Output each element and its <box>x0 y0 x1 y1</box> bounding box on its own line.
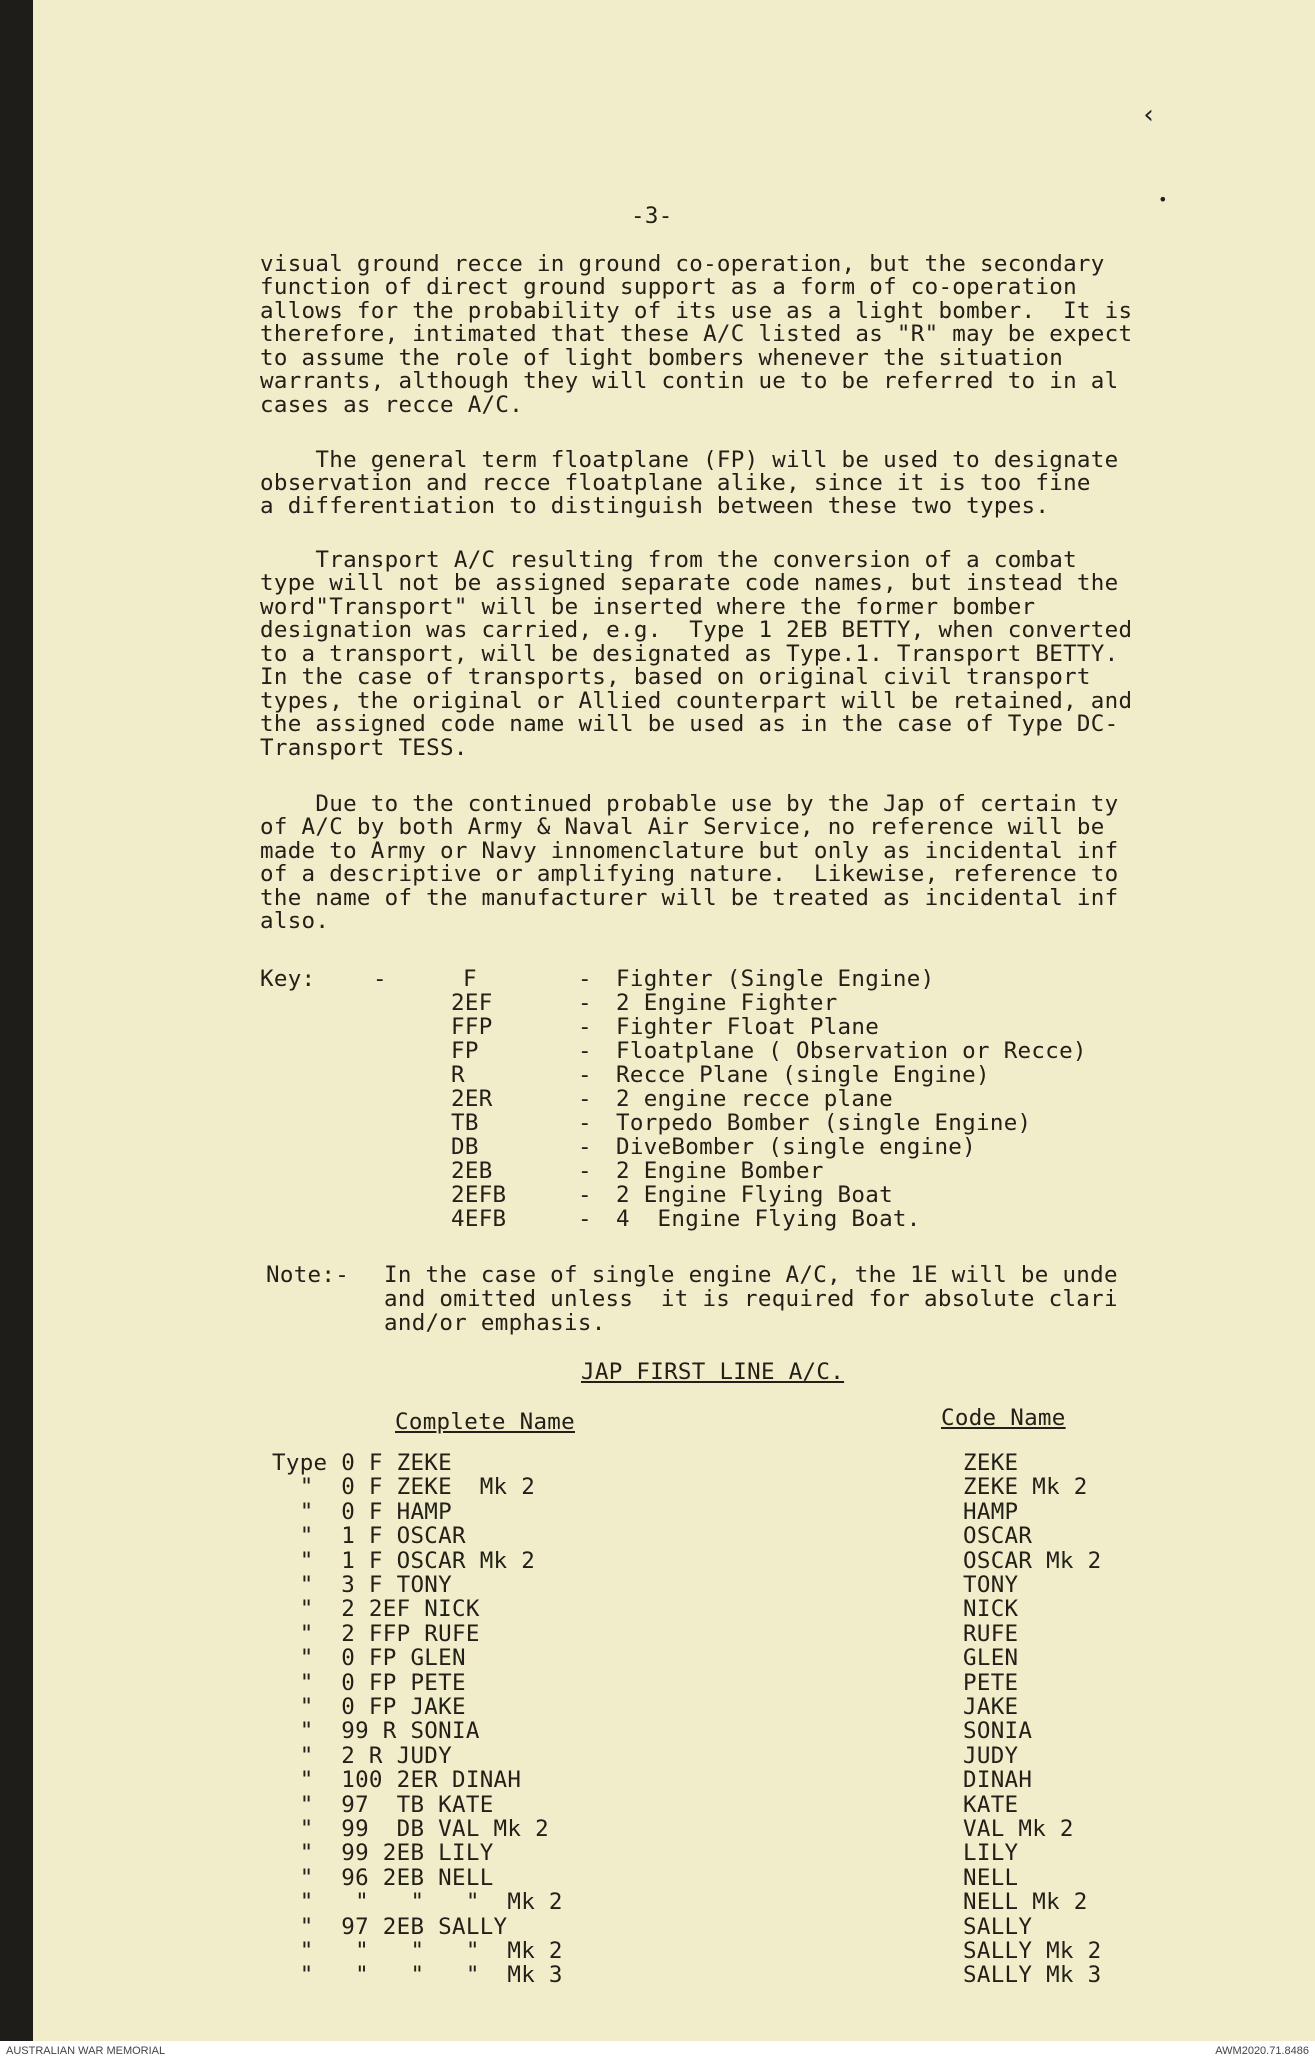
text-line: the assigned code name will be used as in the case of Type DC- <box>260 711 1119 737</box>
text-line: to assume the role of light bombers whenever the situation <box>260 345 1064 371</box>
key-code: R <box>451 1062 465 1088</box>
key-desc: DiveBomber (single engine) <box>616 1134 976 1160</box>
code-name-cell: ZEKE Mk 2 <box>963 1474 1088 1500</box>
key-label: Key: <box>260 966 316 992</box>
text-line: In the case of transports, based on original civil transport <box>260 664 1091 690</box>
complete-name-cell: " 3 F TONY <box>272 1572 452 1598</box>
complete-name-cell: " 2 FFP RUFE <box>272 1621 480 1647</box>
text-line: Transport A/C resulting from the conversion of a combat <box>260 547 1077 573</box>
table-title: JAP FIRST LINE A/C. <box>581 1359 845 1385</box>
key-code: FP <box>451 1038 479 1064</box>
key-desc: 2 Engine Bomber <box>616 1158 824 1184</box>
complete-name-cell: " 99 2EB LILY <box>272 1840 494 1866</box>
text-line: Transport TESS. <box>260 735 468 761</box>
key-code: 2EFB <box>451 1182 507 1208</box>
key-label-dash: - <box>373 966 387 992</box>
key-desc: 2 Engine Fighter <box>616 990 838 1016</box>
code-name-cell: KATE <box>963 1792 1019 1818</box>
key-code: 4EFB <box>451 1206 507 1232</box>
text-line: the name of the manufacturer will be treated as incidental inf <box>260 885 1119 911</box>
complete-name-cell: " 99 R SONIA <box>272 1718 480 1744</box>
text-line: The general term floatplane (FP) will be used to designate <box>260 447 1119 473</box>
key-dash: - <box>578 1062 592 1088</box>
complete-name-cell: " 96 2EB NELL <box>272 1865 494 1891</box>
text-line: type will not be assigned separate code names, but instead the <box>260 570 1119 596</box>
document-page <box>33 0 1315 2041</box>
key-dash: - <box>578 1038 592 1064</box>
key-desc: 2 engine recce plane <box>616 1086 893 1112</box>
note-line: and/or emphasis. <box>384 1310 606 1336</box>
key-desc: 2 Engine Flying Boat <box>616 1182 893 1208</box>
code-name-cell: LILY <box>963 1840 1019 1866</box>
text-line: also. <box>260 908 330 934</box>
text-line: designation was carried, e.g. Type 1 2EB BETTY, when converted <box>260 617 1133 643</box>
column-header-code-name: Code Name <box>941 1405 1066 1431</box>
key-desc: Recce Plane (single Engine) <box>616 1062 990 1088</box>
key-desc: Fighter Float Plane <box>616 1014 880 1040</box>
code-name-cell: JUDY <box>963 1743 1019 1769</box>
code-name-cell: SALLY <box>963 1914 1033 1940</box>
code-name-cell: OSCAR <box>963 1523 1033 1549</box>
complete-name-cell: " 0 FP GLEN <box>272 1645 466 1671</box>
archive-footer <box>0 2041 1315 2061</box>
key-dash: - <box>578 1158 592 1184</box>
complete-name-cell: " 2 2EF NICK <box>272 1596 480 1622</box>
code-name-cell: GLEN <box>963 1645 1019 1671</box>
complete-name-cell: " 0 FP PETE <box>272 1670 466 1696</box>
code-name-cell: HAMP <box>963 1499 1019 1525</box>
code-name-cell: OSCAR Mk 2 <box>963 1548 1102 1574</box>
text-line: visual ground recce in ground co-operation, but the secondary <box>260 251 1105 277</box>
code-name-cell: JAKE <box>963 1694 1019 1720</box>
text-line: function of direct ground support as a form of co-operation <box>260 274 1077 300</box>
code-name-cell: DINAH <box>963 1767 1033 1793</box>
complete-name-cell: Type 0 F ZEKE <box>272 1450 452 1476</box>
key-dash: - <box>578 1134 592 1160</box>
complete-name-cell: " 1 F OSCAR <box>272 1523 466 1549</box>
complete-name-cell: " 0 FP JAKE <box>272 1694 466 1720</box>
note-label: Note:- <box>266 1262 350 1288</box>
page-number: -3- <box>631 203 673 229</box>
text-line: Due to the continued probable use by the Jap of certain ty <box>260 791 1119 817</box>
complete-name-cell: " 0 F HAMP <box>272 1499 452 1525</box>
code-name-cell: NICK <box>963 1596 1019 1622</box>
complete-name-cell: " 99 DB VAL Mk 2 <box>272 1816 549 1842</box>
footer-reference: AWM2020.71.8486 <box>1215 2045 1309 2057</box>
key-dash: - <box>578 1014 592 1040</box>
column-header-complete-name: Complete Name <box>395 1409 575 1435</box>
text-line: observation and recce floatplane alike, since it is too fine <box>260 470 1091 496</box>
complete-name-cell: " 97 TB KATE <box>272 1792 494 1818</box>
text-line: therefore, intimated that these A/C listed as "R" may be expect <box>260 321 1133 347</box>
complete-name-cell: " 1 F OSCAR Mk 2 <box>272 1548 536 1574</box>
complete-name-cell: " " " " Mk 2 <box>272 1889 563 1915</box>
text-line: allows for the probability of its use as a light bomber. It is <box>260 298 1133 324</box>
text-line: cases as recce A/C. <box>260 392 524 418</box>
footer-source: AUSTRALIAN WAR MEMORIAL <box>6 2045 166 2057</box>
complete-name-cell: " 0 F ZEKE Mk 2 <box>272 1474 536 1500</box>
key-code: FFP <box>451 1014 493 1040</box>
code-name-cell: RUFE <box>963 1621 1019 1647</box>
key-desc: Torpedo Bomber (single Engine) <box>616 1110 1032 1136</box>
complete-name-cell: " " " " Mk 2 <box>272 1938 563 1964</box>
key-desc: Floatplane ( Observation or Recce) <box>616 1038 1087 1064</box>
margin-mark: ‹ <box>1141 100 1157 130</box>
complete-name-cell: " 2 R JUDY <box>272 1743 452 1769</box>
key-dash: - <box>578 1086 592 1112</box>
code-name-cell: ZEKE <box>963 1450 1019 1476</box>
text-line: types, the original or Allied counterpart will be retained, and <box>260 688 1133 714</box>
key-desc: 4 Engine Flying Boat. <box>616 1206 921 1232</box>
key-desc: Fighter (Single Engine) <box>616 966 935 992</box>
key-code: TB <box>451 1110 479 1136</box>
code-name-cell: SALLY Mk 3 <box>963 1962 1102 1988</box>
text-line: to a transport, will be designated as Type.1. Transport BETTY. <box>260 641 1119 667</box>
code-name-cell: PETE <box>963 1670 1019 1696</box>
code-name-cell: SALLY Mk 2 <box>963 1938 1102 1964</box>
complete-name-cell: " 100 2ER DINAH <box>272 1767 522 1793</box>
text-line: word"Transport" will be inserted where the former bomber <box>260 594 1036 620</box>
key-code: 2EF <box>451 990 493 1016</box>
key-dash: - <box>578 1182 592 1208</box>
complete-name-cell: " " " " Mk 3 <box>272 1962 563 1988</box>
key-dash: - <box>578 966 592 992</box>
key-code: DB <box>451 1134 479 1160</box>
code-name-cell: VAL Mk 2 <box>963 1816 1074 1842</box>
key-code: F <box>463 966 477 992</box>
note-line: and omitted unless it is required for absolute clari <box>384 1286 1118 1312</box>
code-name-cell: SONIA <box>963 1718 1033 1744</box>
note-line: In the case of single engine A/C, the 1E will be unde <box>384 1262 1118 1288</box>
text-line: of A/C by both Army & Naval Air Service, no reference will be <box>260 814 1105 840</box>
key-dash: - <box>578 990 592 1016</box>
key-code: 2EB <box>451 1158 493 1184</box>
key-dash: - <box>578 1110 592 1136</box>
text-line: of a descriptive or amplifying nature. Likewise, reference to <box>260 861 1119 887</box>
text-line: made to Army or Navy innomenclature but only as incidental inf <box>260 838 1119 864</box>
key-code: 2ER <box>451 1086 493 1112</box>
text-line: a differentiation to distinguish between these two types. <box>260 493 1050 519</box>
text-line: warrants, although they will contin ue to be referred to in al <box>260 368 1119 394</box>
key-dash: - <box>578 1206 592 1232</box>
code-name-cell: NELL <box>963 1865 1019 1891</box>
code-name-cell: TONY <box>963 1572 1019 1598</box>
margin-mark: • <box>1158 190 1168 209</box>
complete-name-cell: " 97 2EB SALLY <box>272 1914 508 1940</box>
code-name-cell: NELL Mk 2 <box>963 1889 1088 1915</box>
